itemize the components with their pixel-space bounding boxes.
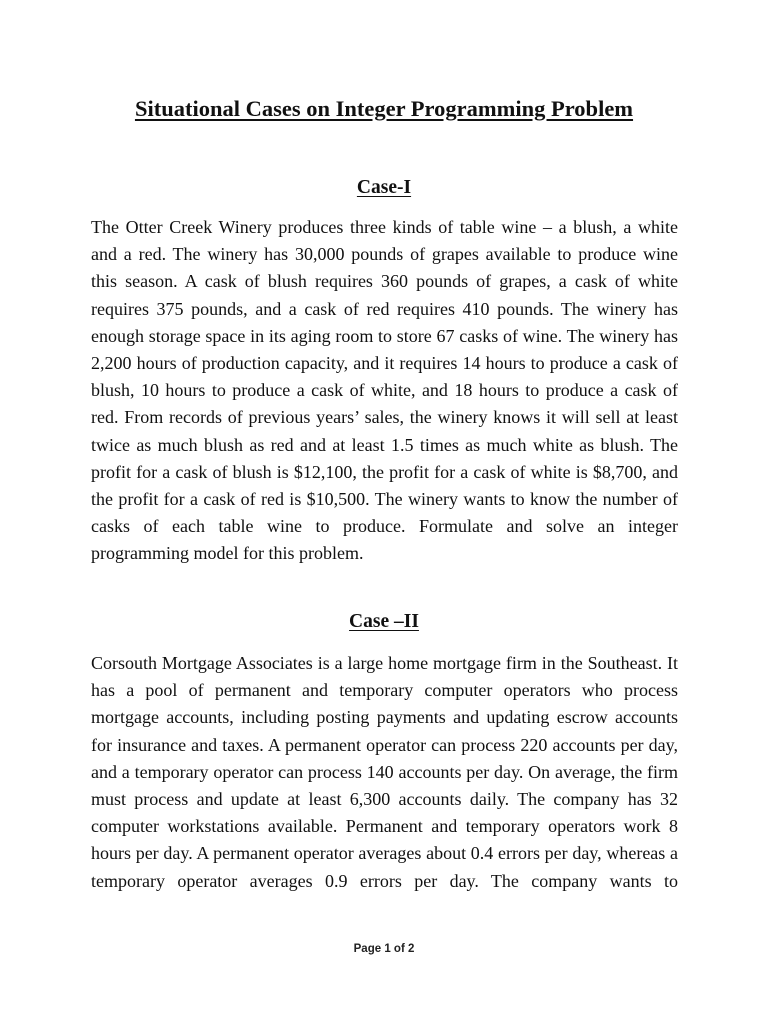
case-1-body: The Otter Creek Winery produces three kinds of table wine – a blush, a white and a red. The winery has 30,000 pounds of grapes available to produce wine this season. A cask of blush requires 360 pounds of grapes, a cask of white requires 375 pounds, and a cask of red requires 410 pounds. The winery has enough storage space in its aging room to store 67 casks of wine. The winery has 2,200 hours of production capacity, and it requires 14 hours to produce a cask of blush, 10 hours to produce a cask of white, and 18 hours to produce a cask of red. From records of previous years’ sales, the winery knows it will sell at least twice as much blush as red and at least 1.5 times as much white as blush. The profit for a cask of blush is $12,100, the profit for a cask of white is $8,700, and the profit for a cask of red is $10,500. The winery wants to know the number of casks of each table wine to produce. Formulate and solve an integer programming model for this problem. <box>91 217 678 564</box>
case-2-heading: Case –II <box>349 611 419 632</box>
document-title: Situational Cases on Integer Programming Problem <box>134 96 634 121</box>
case-2-body: Corsouth Mortgage Associates is a large home mortgage firm in the Southeast. It has a pool of permanent and temporary computer operators who process mortgage accounts, including posting payments and updating escrow accounts for insurance and taxes. A permanent operator can process 220 accounts per day, and a temporary operator can process 140 accounts per day. On average, the firm must process and update at least 6,300 accounts daily. The company has 32 computer workstations available. Permanent and temporary operators work 8 hours per day. A permanent operator averages about 0.4 errors per day, whereas a temporary operator averages 0.9 errors per day. The company wants to <box>91 653 678 891</box>
page-number-footer: Page 1 of 2 <box>353 943 415 955</box>
case-1-heading: Case-I <box>356 177 412 198</box>
